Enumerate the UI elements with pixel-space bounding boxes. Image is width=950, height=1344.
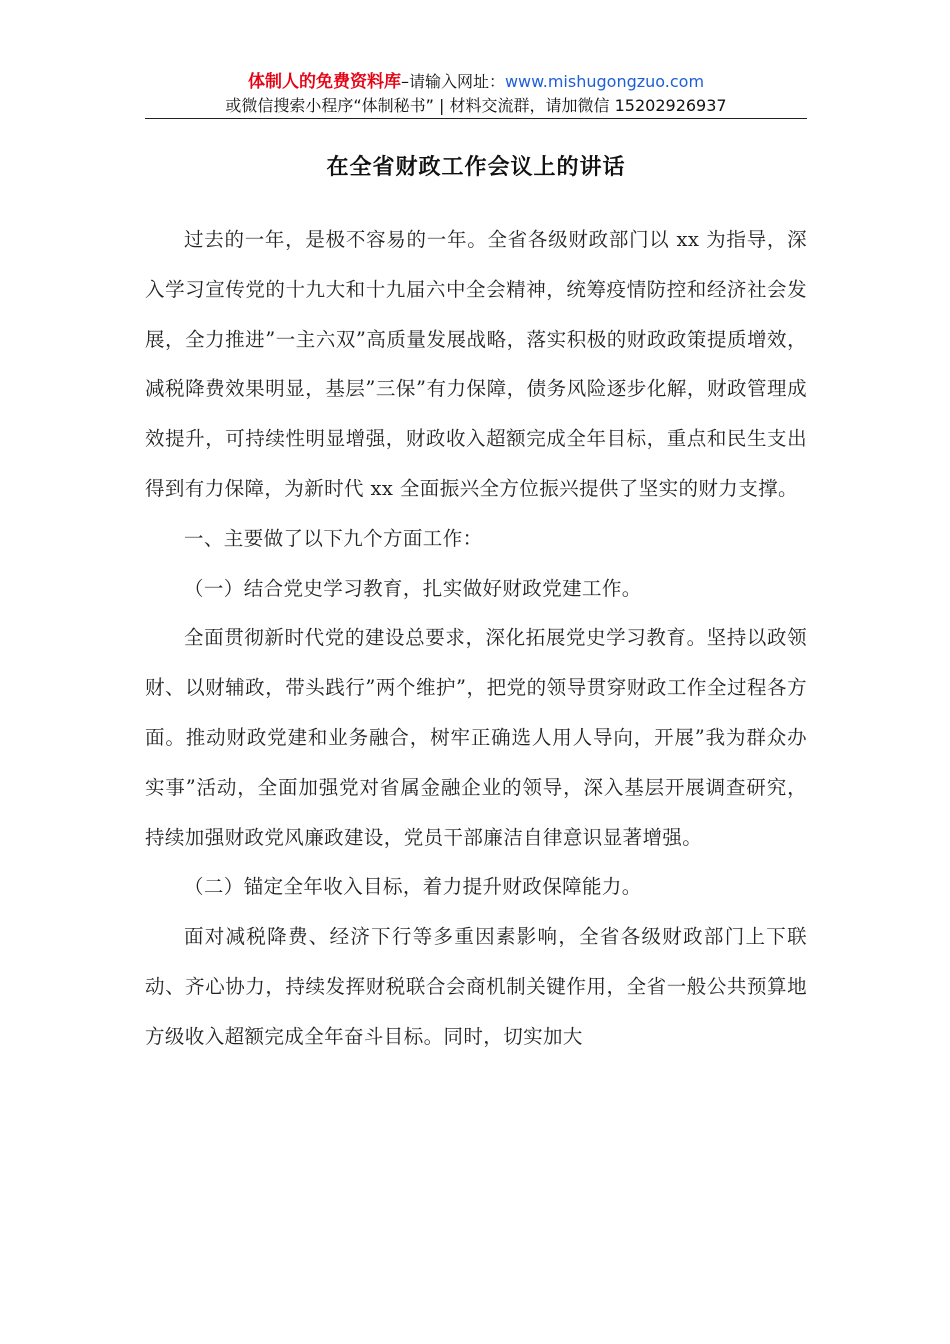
header-line-2: 或微信搜索小程序“体制秘书” | 材料交流群，请加微信 15202926937	[225, 96, 727, 115]
subsection-heading-1: （一）结合党史学习教育，扎实做好财政党建工作。	[184, 576, 642, 600]
document-body	[145, 215, 807, 1062]
document-title: 在全省财政工作会议上的讲话	[326, 155, 626, 180]
section-heading-1: 一、主要做了以下九个方面工作：	[184, 526, 483, 550]
header-url-link[interactable]: www.mishugongzuo.com	[504, 72, 705, 91]
header-line-1	[145, 70, 807, 94]
header-url-prompt: –请输入网址：	[400, 72, 505, 91]
paragraph-revenue: 面对减税降费、经济下行等多重因素影响，全省各级财政部门上下联动、齐心协力，持续发挥财税联合会商机制关键作用，全省一般公共预算地方级收入超额完成全年奋斗目标。同时，切实加大	[145, 925, 807, 1048]
subsection-heading-2: （二）锚定全年收入目标，着力提升财政保障能力。	[184, 875, 642, 899]
paragraph-party-building: 全面贯彻新时代党的建设总要求，深化拓展党史学习教育。坚持以政领财、以财辅政，带头践行”两个维护”，把党的领导贯穿财政工作全过程各方面。推动财政党建和业务融合，树牢正确选人用人导向，开展”我为群众办实事”活动，全面加强党对省属金融企业的领导，深入基层开展调查研究，持续加强财政党风廉政建设，党员干部廉洁自律意识显著增强。	[145, 626, 807, 849]
page-header	[145, 70, 807, 118]
paragraph-intro: 过去的一年，是极不容易的一年。全省各级财政部门以 xx 为指导，深入学习宣传党的十九大和十九届六中全会精神，统筹疫情防控和经济社会发展，全力推进”一主六双”高质量发展战略，落实积极的财政政策提质增效，减税降费效果明显，基层”三保”有力保障，债务风险逐步化解，财政管理成效提升，可持续性明显增强，财政收入超额完成全年目标，重点和民生支出得到有力保障，为新时代 xx 全面振兴全方位振兴提供了坚实的财力支撑。	[145, 228, 807, 500]
header-divider	[145, 118, 807, 119]
header-brand: 体制人的免费资料库	[247, 72, 401, 92]
